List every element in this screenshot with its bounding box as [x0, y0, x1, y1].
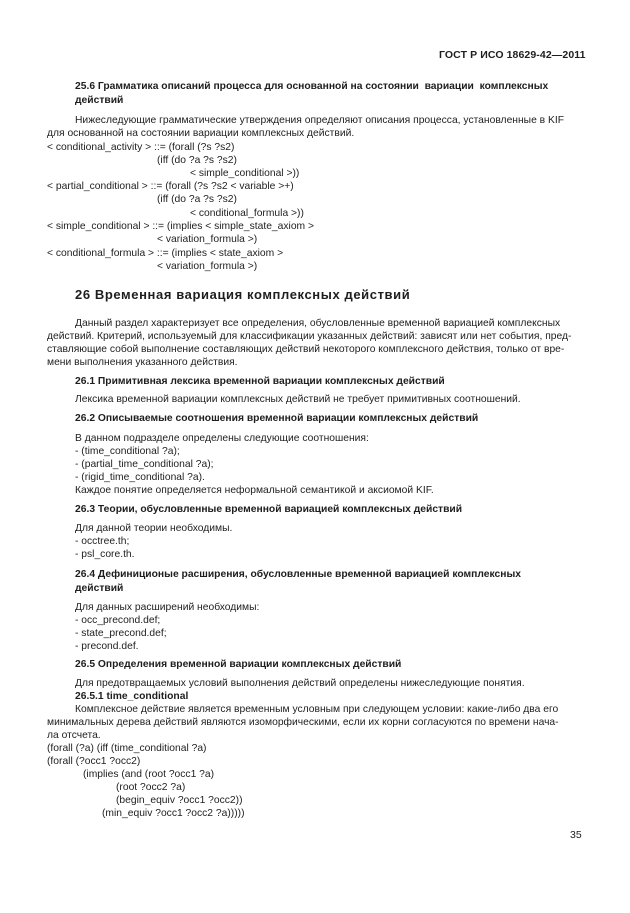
- list-item: - state_precond.def;: [75, 628, 167, 639]
- grammar-line: (iff (do ?a ?s ?s2): [157, 194, 237, 205]
- section-26-heading: 26 Временная вариация комплексных действий: [75, 287, 411, 302]
- list-item: - (partial_time_conditional ?a);: [75, 459, 214, 470]
- section-25-6-intro: Нижеследующие грамматические утверждения определяют описания процесса, установленные в KIF: [75, 115, 565, 126]
- standard-number: ГОСТ Р ИСО 18629-42—2011: [439, 49, 586, 61]
- section-26-2-heading: 26.2 Описываемые соотношения временной вариации комплексных действий: [75, 413, 479, 424]
- section-26-3-intro: Для данной теории необходимы.: [75, 523, 233, 534]
- grammar-line: < partial_conditional > ::= (forall (?s ?s2 < variable >+): [47, 181, 294, 192]
- grammar-line: < variation_formula >): [157, 261, 258, 272]
- list-item: - psl_core.th.: [75, 549, 135, 560]
- section-26-4-heading-cont: действий: [75, 583, 124, 594]
- section-26-2-closing: Каждое понятие определяется неформальной семантикой и аксиомой KIF.: [75, 485, 434, 496]
- section-26-intro: Данный раздел характеризует все определения, обусловленные временной вариацией комплексных: [75, 318, 561, 329]
- section-25-6-heading-cont: действий: [75, 95, 124, 106]
- section-26-2-intro: В данном подразделе определены следующие соотношения:: [75, 433, 369, 444]
- grammar-line: < simple_conditional > ::= (implies < simple_state_axiom >: [47, 221, 314, 232]
- section-26-4-intro: Для данных расширений необходимы:: [75, 602, 260, 613]
- section-26-intro: действий. Критерий, используемый для классификации указанных действий: зависят или нет события, пред-: [47, 331, 572, 342]
- section-25-6-intro-cont: для основанной на состоянии вариации комплексных действий.: [47, 128, 355, 139]
- grammar-line: < conditional_activity > ::= (forall (?s ?s2): [47, 142, 235, 153]
- section-26-5-1-text: минимальных дерева действий являются изоморфическими, если их корни согласуются по времени нача-: [47, 717, 559, 728]
- list-item: - occtree.th;: [75, 536, 130, 547]
- section-26-1-text: Лексика временной вариации комплексных действий не требует примитивных соотношений.: [75, 394, 521, 405]
- list-item: - (time_conditional ?a);: [75, 446, 180, 457]
- grammar-line: < variation_formula >): [157, 234, 258, 245]
- grammar-line: < simple_conditional >)): [190, 168, 300, 179]
- section-26-5-1-text: Комплексное действие является временным условным при следующем условии: какие-либо два его: [75, 704, 559, 715]
- page-number: 35: [570, 829, 582, 841]
- code-line: (forall (?a) (iff (time_conditional ?a): [47, 743, 207, 754]
- list-item: - precond.def.: [75, 641, 139, 652]
- section-26-4-heading: 26.4 Дефиниционые расширения, обусловленные временной вариацией комплексных: [75, 569, 521, 580]
- section-26-1-heading: 26.1 Примитивная лексика временной вариации комплексных действий: [75, 376, 445, 387]
- section-26-5-1-text: ла отсчета.: [47, 730, 101, 741]
- grammar-line: < conditional_formula >)): [190, 208, 304, 219]
- grammar-line: (iff (do ?a ?s ?s2): [157, 155, 237, 166]
- code-line: (begin_equiv ?occ1 ?occ2)): [116, 795, 243, 806]
- section-26-5-1-heading: 26.5.1 time_conditional: [75, 691, 189, 702]
- section-25-6-heading: 25.6 Грамматика описаний процесса для основанной на состоянии вариации комплексных: [75, 81, 549, 92]
- code-line: (root ?occ2 ?a): [116, 782, 186, 793]
- section-26-5-intro: Для предотвращаемых условий выполнения действий определены нижеследующие понятия.: [75, 678, 525, 689]
- section-26-intro: ставляющие собой выполнение составляющих действий некоторого комплексного действия, только от вре-: [47, 344, 565, 355]
- section-26-5-heading: 26.5 Определения временной вариации комплексных действий: [75, 659, 402, 670]
- list-item: - (rigid_time_conditional ?a).: [75, 472, 205, 483]
- section-26-3-heading: 26.3 Теории, обусловленные временной вариацией комплексных действий: [75, 504, 463, 515]
- code-line: (min_equiv ?occ1 ?occ2 ?a))))): [102, 808, 245, 819]
- section-26-intro: мени выполнения указанного действия.: [47, 357, 238, 368]
- code-line: (implies (and (root ?occ1 ?a): [83, 769, 215, 780]
- grammar-line: < conditional_formula > ::= (implies < state_axiom >: [47, 248, 284, 259]
- list-item: - occ_precond.def;: [75, 615, 161, 626]
- code-line: (forall (?occ1 ?occ2): [47, 756, 141, 767]
